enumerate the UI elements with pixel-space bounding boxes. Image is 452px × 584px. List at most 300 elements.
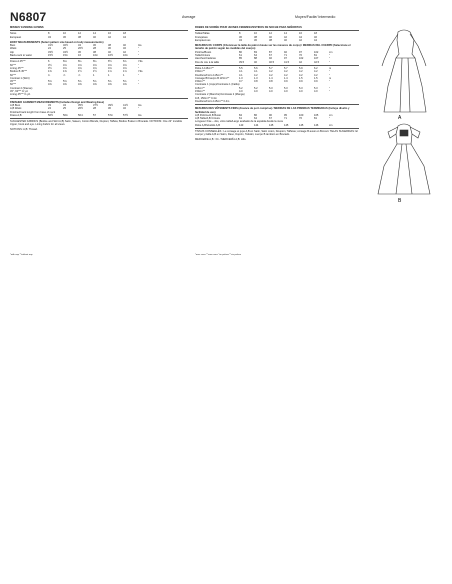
table-cell: 5.5 (239, 66, 243, 70)
table-cell: 10 (63, 32, 66, 36)
table-cell: 6½ (108, 60, 112, 64)
table-cell: 1 (93, 73, 95, 77)
table-cell: 30 (108, 107, 111, 111)
row-label: 45"** (10, 80, 16, 84)
table-cell: 76 (299, 117, 302, 121)
table-cell: 143 (239, 123, 244, 127)
table-cell (239, 100, 254, 103)
row-label: A,B Waist (10, 107, 22, 111)
table-cell: 4⅝ (63, 63, 67, 67)
table-cell: 1.4 (269, 76, 273, 80)
table-cell: 4.2 (284, 70, 288, 74)
table-cell: 32 (123, 47, 126, 51)
row-label: Robe A,B/Vestido A,B (195, 123, 220, 127)
table-cell: 4⅝ (78, 66, 82, 70)
table-cell: 67 (269, 54, 272, 58)
table-cell: 90 (269, 113, 272, 117)
row-label: Françaises (195, 35, 208, 39)
row-label: 115cm** (195, 86, 205, 90)
table-cell: 40 (93, 35, 96, 39)
row-label: Tailles/Tallas (195, 32, 210, 36)
row-label: 60"** (10, 63, 16, 67)
table-cell: 95 (284, 113, 287, 117)
row-label: 150cm** (195, 90, 205, 94)
table-cell: 4⅝ (93, 66, 97, 70)
suggested-fabrics: SUGGESTED FABRICS (Bodice and Skirt A,B) Satin, Sateen, Cotton Blends, Dupioni, Taffeta; Bodice B also in Brocade. NOTIONS: One 22" invisible zipper, hook and eye. Lining Fabric for all views. (10, 120, 183, 127)
table-cell: Ins. (138, 103, 143, 107)
table-cell: m (329, 66, 332, 70)
table-cell (299, 100, 314, 103)
finished-measurements-title-fr: MESURES DES VÊTEMENTS FINIS (Aisance de port comprise) / MEDIDAS DE LAS PRENDAS TERMINADAS (Incluye diseño y facilidad de uso) (195, 107, 350, 114)
table-cell: 84 (239, 113, 242, 117)
table-cell: 5¾ (93, 80, 97, 84)
table-cell: 16¼ (93, 54, 99, 58)
difficulty-level-fr: Moyen/Facile/ Intermedio (295, 15, 336, 19)
table-cell: " (329, 60, 330, 64)
table-cell: 80 (239, 50, 242, 54)
table-cell: 42 (123, 50, 126, 54)
table-cell: 8 (48, 32, 50, 36)
table-cell (254, 100, 269, 103)
table-cell: 38 (93, 50, 96, 54)
table-cell: " (329, 70, 330, 74)
garment-sketch-svg (362, 26, 446, 206)
table-cell: 57½ (123, 113, 129, 117)
table-cell: 6¼ (78, 60, 82, 64)
table-cell: " (138, 50, 139, 54)
pattern-code: N6807 (10, 10, 47, 24)
table-cell (329, 39, 337, 42)
table-cell: 4⅜ (48, 83, 52, 87)
table-cell: 1½ (78, 70, 82, 74)
table-cell: 5.2 (239, 86, 243, 90)
table-cell: 4½ (48, 66, 52, 70)
table-cell: 1⅝ (123, 70, 127, 74)
view-a-label: A (398, 115, 402, 121)
table-cell: 4.2 (299, 73, 303, 77)
table-cell: 31½ (48, 44, 54, 48)
table-cell: 56½ (48, 113, 54, 117)
row-label: A,B Poitrine/A,B Busto (195, 113, 221, 117)
table-cell: 83 (254, 50, 257, 54)
table-cell: 32 (123, 107, 126, 111)
size-table-fr (195, 32, 359, 42)
table-cell: 10 (254, 32, 257, 36)
table-cell: 105 (314, 113, 319, 117)
table-cell: 61 (239, 117, 242, 121)
table-cell: ⅞ (63, 73, 66, 77)
table-cell: 1.3 (254, 76, 258, 80)
row-label: Lining 45"** ⅜ yd. (10, 93, 31, 97)
table-cell: 1.4 (284, 76, 288, 80)
table-cell: 4½ (48, 63, 52, 67)
table-cell: " (329, 80, 330, 84)
table-cell: 57¼ (108, 113, 114, 117)
table-cell (108, 93, 123, 96)
table-cell (48, 93, 63, 96)
table-cell: 5.7 (284, 66, 288, 70)
table-cell: 32½ (63, 44, 69, 48)
table-cell: 36 (63, 35, 66, 39)
table-cell: 41.5 (284, 60, 290, 64)
table-cell: 18 (314, 32, 317, 36)
table-cell: 42 (299, 60, 302, 64)
difficulty-level-en: Average (182, 15, 196, 19)
garment-title: MISSES' EVENING GOWNS (10, 26, 44, 29)
fabric-yardage-table-fr (195, 67, 359, 103)
table-cell: 4⅜ (63, 83, 67, 87)
garment-title-fr: ROBES DE SOIRÉE POUR JEUNES FEMMES/VESTIDOS DE NOCHE PARA SEÑORITAS (195, 26, 302, 29)
table-cell: 4.0 (314, 90, 318, 94)
finished-measurements-title: FINISHED GARMENT MEASUREMENTS (Includes Design and Wearing Ease) (10, 100, 105, 104)
table-row (10, 54, 188, 57)
fabric-yardage-table (10, 60, 188, 96)
row-label: Contraste 1 (Jupe)/Contraste 1 (Falda) (195, 83, 240, 87)
row-label: Corsage B/Cuerpo B 115cm** (195, 76, 230, 80)
row-label: 45", 60"** ⅜ yd. (10, 90, 29, 94)
table-cell: 0.8 (254, 80, 258, 84)
table-cell: 88 (254, 57, 257, 61)
table-cell: 1 (108, 73, 110, 77)
table-cell: 81 (314, 54, 317, 58)
row-label: Contraste 2 (Manche)/Contraste 2 (Manga) (195, 93, 245, 97)
table-cell: 5.2 (254, 86, 258, 90)
table-cell: 42 (284, 35, 287, 39)
table-cell: " (138, 107, 139, 111)
table-cell (63, 93, 78, 96)
table-cell: 1.3 (239, 76, 243, 80)
table-cell: 0.7 (239, 80, 243, 84)
table-cell (284, 100, 299, 103)
table-row (10, 114, 188, 117)
table-cell: 97 (299, 50, 302, 54)
table-cell: Ins. (138, 113, 143, 117)
table-cell: 107 (314, 57, 319, 61)
header (10, 10, 444, 24)
table-cell: 36 (93, 44, 96, 48)
table-cell (93, 93, 108, 96)
table-cell: 4.0 (239, 90, 243, 94)
row-label: Robe A 115cm** (195, 66, 214, 70)
table-cell: 40.5 (269, 60, 275, 64)
table-cell: 4⅝ (78, 63, 82, 67)
table-cell: 12 (78, 32, 81, 36)
table-cell: 4.0 (299, 90, 303, 94)
table-cell: 1.5 (314, 76, 318, 80)
table-cell (329, 100, 337, 103)
table-cell: 28 (93, 107, 96, 111)
table-row (195, 39, 359, 42)
table-cell: 33 (48, 103, 51, 107)
table-row (10, 93, 188, 96)
table-cell: 1½ (93, 70, 97, 74)
table-cell: 44 (123, 35, 126, 39)
row-label: 60"** (10, 83, 16, 87)
row-label: European (10, 35, 22, 39)
table-cell: cm (329, 113, 333, 117)
table-cell: 16½ (108, 54, 114, 58)
garment-illustrations (362, 26, 446, 206)
row-label: Bodice B 45"** (10, 70, 27, 74)
table-cell: 5.9 (299, 66, 303, 70)
table-cell: 57 (93, 113, 96, 117)
table-cell: 16 (108, 32, 111, 36)
table-cell: 15½ (48, 54, 54, 58)
table-cell: 4.2 (314, 73, 318, 77)
table-cell: 0.9 (284, 80, 288, 84)
table-cell: 4⅜ (108, 83, 112, 87)
table-cell: 16 (78, 54, 81, 58)
table-cell: 144 (254, 123, 259, 127)
table-cell: 4.2 (269, 70, 273, 74)
table-cell: 5¾ (78, 80, 82, 84)
row-label: Dress A 45"** (10, 60, 26, 64)
row-label: 60"** (10, 73, 16, 77)
finished-measurements-table (10, 104, 188, 117)
table-cell: 28 (93, 47, 96, 51)
table-cell: 145 (299, 123, 304, 127)
row-label: Sizes (10, 32, 17, 36)
nap-footnote-en: *with nap **without nap (10, 254, 33, 256)
table-cell (314, 100, 329, 103)
table-cell: 1⅜ (63, 70, 67, 74)
table-cell: cm (329, 50, 333, 54)
table-cell (269, 100, 284, 103)
table-cell: 4.1 (239, 73, 243, 77)
table-cell: 37½ (93, 103, 99, 107)
row-label: Finished back length from base of neck (10, 110, 56, 114)
row-label: 115, 150cm** 0.4m (195, 96, 217, 100)
table-cell: 5¾ (108, 80, 112, 84)
table-cell: 42 (299, 38, 302, 42)
table-cell: 38 (254, 35, 257, 39)
table-cell: 4⅝ (108, 63, 112, 67)
table-cell: 36 (78, 50, 81, 54)
table-cell: 5⅝ (63, 80, 67, 84)
table-cell (138, 93, 146, 96)
table-cell: 6¾ (123, 60, 127, 64)
table-cell: 4.1 (239, 70, 243, 74)
table-cell: " (329, 117, 330, 121)
table-cell: " (329, 90, 330, 94)
table-cell: " (138, 54, 139, 58)
table-cell: 6.2 (314, 66, 318, 70)
table-cell: 4.2 (299, 70, 303, 74)
table-cell: 14 (284, 32, 287, 36)
table-cell: m (329, 76, 332, 80)
body-measurements-title: BODY MEASUREMENTS (Select pattern size based on body measurements) (10, 40, 104, 44)
table-cell: 76 (299, 54, 302, 58)
table-cell: 12 (269, 32, 272, 36)
table-cell: 4⅝ (123, 63, 127, 67)
row-label: Longueur finie – dos, votre taille/Largo acabado de la espalda desde la nuca (195, 120, 283, 124)
table-cell: 26½ (78, 107, 84, 111)
table-cell: " (138, 73, 139, 77)
table-cell: 4.0 (269, 90, 273, 94)
table-cell: 14 (93, 32, 96, 36)
gown-b-sketch (378, 124, 430, 194)
table-cell: 18 (123, 32, 126, 36)
row-label: Poitrine/Busto (195, 50, 212, 54)
table-cell: 39½ (108, 103, 114, 107)
table-cell: 4⅜ (123, 83, 127, 87)
body-measurements-title-fr: MESURES DU CORPS (Choisissez la taille du patron basée sur les mesures du corps) / MEDIDAS DEL CUERPO (Seleccione el tamaño de patrón según las medidas del cuerpo) (195, 44, 351, 51)
table-cell: 85 (239, 57, 242, 61)
table-cell: 1⅜ (48, 70, 52, 74)
table-cell: 5.7 (269, 66, 273, 70)
table-cell: Ins. (138, 44, 143, 48)
table-cell: cm (329, 123, 333, 127)
row-label: Doublure/Forro 115cm** 0.4m (195, 99, 230, 103)
table-cell: 4.2 (269, 73, 273, 77)
table-cell: 1.5 (299, 76, 303, 80)
table-cell: 5.3 (269, 86, 273, 90)
table-cell: 34 (48, 35, 51, 39)
table-cell: 6¼ (93, 60, 97, 64)
gown-a-sketch (382, 30, 426, 112)
table-cell: Yds. (138, 60, 144, 64)
table-cell: 4⅝ (63, 66, 67, 70)
table-cell: 8 (239, 32, 241, 36)
body-measurements-table (10, 44, 188, 57)
table-cell: 16 (299, 32, 302, 36)
table-cell: 4.0 (254, 90, 258, 94)
table-cell: 5.3 (299, 86, 303, 90)
table-cell: 42.5 (314, 60, 320, 64)
table-cell: 25 (63, 47, 66, 51)
notions: NOTIONS: A,B: Thread. (10, 127, 38, 131)
table-cell: 46 (314, 35, 317, 39)
table-cell: 71 (284, 117, 287, 121)
row-label: 150cm** (195, 70, 205, 74)
table-cell: 61 (239, 54, 242, 58)
table-cell: 4.0 (284, 90, 288, 94)
table-cell: 40 (108, 50, 111, 54)
row-label: Contrast 2 (Sleeve) (10, 86, 33, 90)
table-cell: 4⅜ (78, 83, 82, 87)
table-cell: 44 (314, 38, 317, 42)
table-cell: 4.2 (254, 73, 258, 77)
table-cell: 40 (269, 35, 272, 39)
table-cell: 39.5 (239, 60, 245, 64)
notions-fr: MERCERIE A,B : Fil. / MERCERÍA A,B: Hilo. (195, 137, 247, 141)
table-cell: 4.1 (254, 70, 258, 74)
table-cell: 0.8 (269, 80, 273, 84)
nap-footnote-fr: *avec sens **sans sens *en pelusa **sin pelusa (195, 254, 241, 256)
table-cell: " (329, 57, 330, 61)
table-cell: ⅞ (78, 73, 81, 77)
table-cell: 92 (284, 50, 287, 54)
row-label: Taille/Cintura (195, 54, 210, 58)
table-cell: 4.2 (314, 70, 318, 74)
table-cell (78, 93, 93, 96)
row-label: Dress A,B (10, 113, 22, 117)
table-cell: 34 (63, 103, 66, 107)
table-cell: " (138, 47, 139, 51)
table-cell: 145 (269, 123, 274, 127)
table-cell: 34½ (63, 50, 69, 54)
table-cell (138, 36, 146, 39)
table-cell: 5⅝ (48, 80, 52, 84)
table-cell: 40 (254, 60, 257, 64)
row-label: A,B Bust (10, 103, 21, 107)
row-label: A,B Taille/A,B Cintura (195, 117, 220, 121)
view-b-label: B (398, 198, 402, 204)
table-cell: Yds. (138, 70, 144, 74)
table-cell: 4⅝ (108, 66, 112, 70)
row-label: 150cm** (195, 80, 205, 84)
table-cell: 1 (123, 73, 125, 77)
body-measurements-table-fr (195, 51, 359, 64)
row-label: Européennes (195, 38, 211, 42)
table-cell: " (138, 66, 139, 70)
table-cell: 56¾ (63, 113, 69, 117)
table-cell: 102 (299, 57, 304, 61)
table-cell: 102 (314, 50, 319, 54)
table-row (195, 61, 359, 64)
table-cell: 6 (48, 60, 50, 64)
table-cell: 86 (254, 113, 257, 117)
table-cell: 0.9 (314, 80, 318, 84)
table-cell: 4.2 (284, 73, 288, 77)
table-cell: 40 (123, 44, 126, 48)
table-cell: 4⅝ (93, 63, 97, 67)
table-cell: 4⅜ (93, 83, 97, 87)
table-cell: 44 (299, 35, 302, 39)
table-cell: 38 (108, 44, 111, 48)
table-cell: 100 (299, 113, 304, 117)
table-cell: 33½ (48, 50, 54, 54)
row-label: Doublure/Forro 115cm** (195, 73, 223, 77)
table-cell: 145 (284, 123, 289, 127)
row-label: Bust (10, 44, 16, 48)
table-cell: 24 (48, 47, 51, 51)
table-cell: 0.9 (299, 80, 303, 84)
table-cell: 25 (63, 107, 66, 111)
table-cell: 5.3 (314, 86, 318, 90)
table-cell: 24 (48, 107, 51, 111)
table-cell: 81 (314, 117, 317, 121)
table-cell: 30 (108, 47, 111, 51)
table-cell: 146 (314, 123, 319, 127)
row-label: Dos du cou à la taille (195, 60, 220, 64)
row-label: Lining 45"** (10, 66, 24, 70)
table-cell: 6⅛ (63, 60, 67, 64)
table-cell: " (329, 86, 330, 90)
table-cell: " (138, 63, 139, 67)
table-row (10, 36, 188, 39)
table-cell: 5.6 (254, 66, 258, 70)
table-row (195, 100, 359, 103)
table-cell: 26½ (78, 47, 84, 51)
row-label: Back-neck to waist (10, 54, 32, 58)
table-cell: 41½ (123, 103, 129, 107)
french-spanish-column (195, 26, 359, 141)
row-label: Waist (10, 47, 17, 51)
table-cell: " (329, 54, 330, 58)
table-cell: 1⅝ (108, 70, 112, 74)
table-cell: 5.3 (284, 86, 288, 90)
table-cell: 87 (269, 50, 272, 54)
table-cell: " (138, 80, 139, 84)
table-cell: 42 (108, 35, 111, 39)
finished-measurements-table-fr (195, 114, 359, 127)
table-cell: 38 (269, 38, 272, 42)
table-cell: 64 (254, 54, 257, 58)
table-cell: 15¾ (63, 54, 69, 58)
table-cell: 34 (239, 38, 242, 42)
table-cell: 71 (284, 54, 287, 58)
